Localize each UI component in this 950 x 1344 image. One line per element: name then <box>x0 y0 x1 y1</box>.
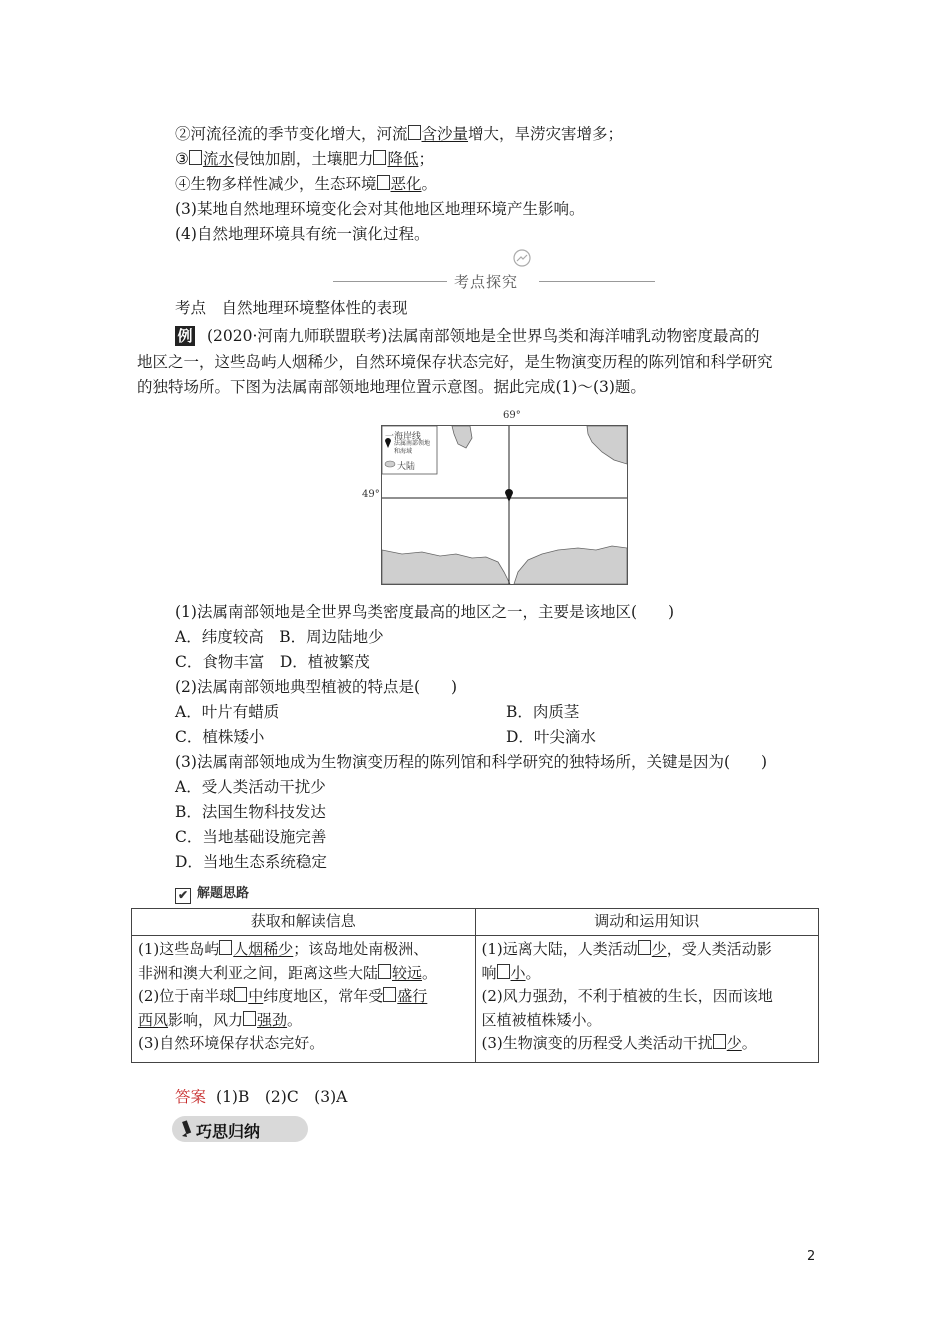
example-line-1 <box>175 326 759 346</box>
list-text: ②河流径流的季节变化增大，河流 <box>175 125 408 143</box>
solution-heading <box>175 882 249 904</box>
legend-territory: 法属南部领地和海域 <box>394 440 431 455</box>
divider-rule-right <box>539 281 655 282</box>
leaf-icon <box>511 248 533 268</box>
question-2-option-d: D．叶尖滴水 <box>506 728 596 746</box>
territory-marker-icon <box>505 489 513 502</box>
fill-answer: 降低 <box>387 150 419 168</box>
question-1-options-ab: A．纬度较高 B．周边陆地少 <box>175 628 384 646</box>
blank-box <box>377 175 390 190</box>
example-badge: 例 <box>175 326 195 346</box>
question-2: (2)法属南部领地典型植被的特点是( ) <box>175 678 458 696</box>
kaodian-heading: 考点 自然地理环境整体性的表现 <box>175 299 408 317</box>
table-header-row <box>132 909 819 936</box>
cell-line: (3)自然环境保存状态完好。 <box>138 1034 325 1053</box>
example-line-3: 的独特场所。下图为法属南部领地地理位置示意图。据此完成(1)～(3)题。 <box>137 378 646 396</box>
list-item-3 <box>175 149 434 169</box>
list-item-2 <box>175 124 623 144</box>
page-number: 2 <box>807 1249 816 1264</box>
answer-text: (1)B (2)C (3)A <box>216 1088 348 1106</box>
fill-answer: 流水 <box>202 150 234 168</box>
question-3-option-d: D．当地生态系统稳定 <box>175 853 327 871</box>
list-text: 。 <box>421 175 438 193</box>
divider-rule-left <box>333 281 447 282</box>
list-item-4 <box>175 174 437 194</box>
cell-line: 区植被植株矮小。 <box>481 1010 602 1029</box>
legend-coast: 一海岸线 <box>385 432 422 442</box>
solution-table <box>131 908 819 1063</box>
list-text: ④生物多样性减少，生态环境 <box>175 175 377 193</box>
cell-line: 非洲和澳大利亚之间，距离这些大陆 较远。 <box>138 963 438 982</box>
cell-line: (1)远离大陆，人类活动 少，受人类活动影 <box>481 940 772 958</box>
summary-badge <box>172 1116 308 1142</box>
checkmark-icon: ✔ <box>175 888 191 904</box>
location-map <box>381 425 628 585</box>
table-cell-info <box>132 936 476 1063</box>
cell-line: (2)位于南半球 中纬度地区，常年受 盛行 <box>138 987 428 1006</box>
question-2-option-a: A．叶片有蜡质 <box>175 703 280 721</box>
cell-line: (1)这些岛屿 人烟稀少；该岛地处南极洲、 <box>138 940 429 958</box>
answer-label: 答案 <box>175 1088 207 1106</box>
list-text: ； <box>418 150 434 168</box>
question-3: (3)法属南部领地成为生物演变历程的陈列馆和科学研究的独特场所，关键是因为( ) <box>175 753 768 771</box>
table-row <box>132 936 819 1063</box>
table-header-knowledge: 调动和运用知识 <box>475 909 819 936</box>
cell-line: (3)生物演变的历程受人类活动干扰 少。 <box>481 1034 757 1053</box>
list-text: 侵蚀加剧，土壤肥力 <box>233 150 374 168</box>
fill-answer: 恶化 <box>390 175 422 193</box>
answer-line <box>175 1087 347 1107</box>
list-text: ③ <box>175 150 189 168</box>
summary-text: 巧思归纳 <box>196 1122 261 1141</box>
list-item-6: (4)自然地理环境具有统一演化过程。 <box>175 225 430 243</box>
list-item-5: (3)某地自然地理环境变化会对其他地区地理环境产生影响。 <box>175 200 585 218</box>
blank-box <box>373 150 386 165</box>
question-3-option-c: C．当地基础设施完善 <box>175 828 327 846</box>
question-1: (1)法属南部领地是全世界鸟类密度最高的地区之一，主要是该地区( ) <box>175 603 675 621</box>
map-land-topright <box>587 426 627 464</box>
fill-answer: 含沙量 <box>421 125 469 143</box>
pen-icon <box>178 1119 196 1139</box>
example-text: (2020·河南九师联盟联考)法属南部领地是全世界鸟类和海洋哺乳动物密度最高的 <box>207 327 760 345</box>
cell-line: 西风影响，风力 强劲。 <box>138 1010 303 1029</box>
longitude-label: 69° <box>503 410 521 421</box>
question-2-option-b: B．肉质茎 <box>506 703 580 721</box>
map-land-bottomright <box>514 546 627 584</box>
blank-box <box>189 150 202 165</box>
latitude-label: 49° <box>362 489 380 500</box>
divider-title: 考点探究 <box>454 273 519 291</box>
section-divider <box>333 270 655 292</box>
list-text: 增大，旱涝灾害增多； <box>468 125 624 143</box>
legend-continent: 大陆 <box>397 462 416 472</box>
table-cell-knowledge <box>475 936 819 1063</box>
table-header-info: 获取和解读信息 <box>132 909 476 936</box>
blank-box <box>408 125 421 140</box>
map-land-top <box>452 426 472 448</box>
cell-line: 响 小。 <box>481 963 541 982</box>
question-3-option-b: B．法国生物科技发达 <box>175 803 326 821</box>
example-line-2: 地区之一，这些岛屿人烟稀少，自然环境保存状态完好，是生物演变历程的陈列馆和科学研究 <box>137 353 773 371</box>
cell-line: (2)风力强劲，不利于植被的生长，因而该地 <box>481 987 773 1006</box>
question-1-options-cd: C．食物丰富 D．植被繁茂 <box>175 653 370 671</box>
solution-label: 解题思路 <box>197 886 250 901</box>
question-3-option-a: A．受人类活动干扰少 <box>175 778 326 796</box>
map-land-bottomleft <box>382 550 510 584</box>
question-2-option-c: C．植株矮小 <box>175 728 265 746</box>
legend-continent-icon <box>385 461 395 467</box>
